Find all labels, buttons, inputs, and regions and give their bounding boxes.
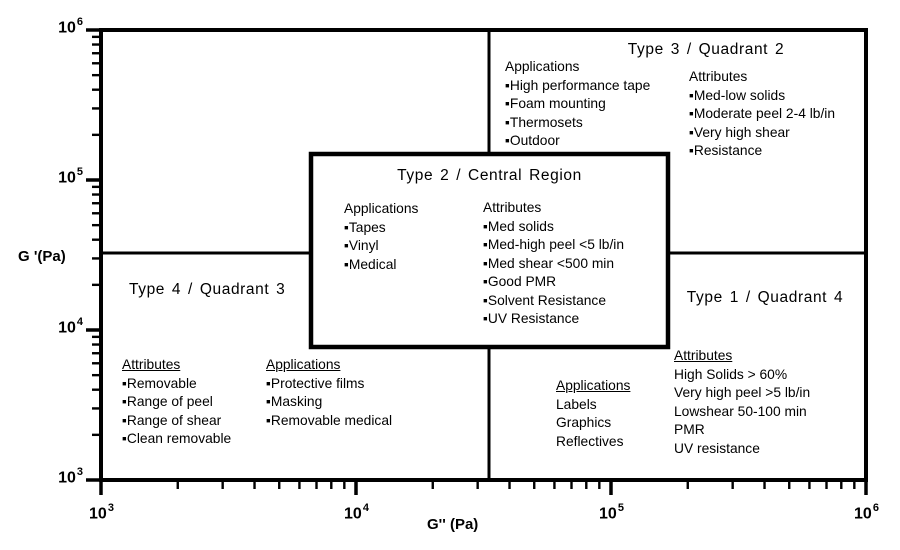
quadrant4-attributes-column	[674, 347, 810, 458]
attributes-heading: Attributes	[689, 69, 748, 84]
list-item: PMR	[674, 422, 705, 437]
applications-heading: Applications	[344, 201, 419, 216]
quadrant3-attributes-column	[122, 356, 231, 449]
y-axis-title: G '(Pa)	[18, 248, 66, 265]
list-item: ▪Med shear <500 min	[483, 255, 615, 271]
x-axis-title: G'' (Pa)	[427, 516, 479, 533]
list-item: ▪Med solids	[483, 218, 554, 234]
list-item: ▪Med-low solids	[689, 87, 786, 103]
list-item: ▪Medical	[344, 256, 397, 272]
list-item: Reflectives	[556, 433, 624, 449]
list-item: ▪Tapes	[344, 219, 386, 235]
x-tick-label-10e3: $10^3$	[89, 502, 114, 523]
quadrant2-applications-column	[505, 58, 650, 151]
central-attributes-list	[483, 218, 624, 329]
list-item: ▪Range of shear	[122, 412, 222, 428]
list-item: ▪Resistance	[689, 143, 763, 158]
quadrant3-applications-column	[266, 356, 392, 430]
x-tick-label-10e4: $10^4$	[344, 502, 369, 523]
list-item: ▪Good PMR	[483, 274, 557, 289]
x-tick-label-10e6: $10^6$	[854, 502, 879, 523]
central-region-title: Type 2 / Central Region	[397, 167, 582, 184]
list-item: ▪Solvent Resistance	[483, 292, 606, 308]
quadrant4-applications-column	[556, 377, 630, 451]
quadrant4-title: Type 1 / Quadrant 4	[686, 289, 844, 306]
list-item: ▪Foam mounting	[505, 96, 606, 111]
applications-heading: Applications	[266, 357, 341, 372]
quadrant3-title: Type 4 / Quadrant 3	[129, 281, 286, 298]
list-item: ▪Very high shear	[689, 124, 790, 140]
list-item: ▪Masking	[266, 394, 323, 409]
central-applications-list	[344, 219, 418, 275]
applications-heading: Applications	[505, 59, 580, 74]
list-item: Lowshear 50-100 min	[674, 403, 807, 419]
list-item: ▪Removable medical	[266, 412, 393, 428]
attributes-heading: Attributes	[483, 200, 542, 215]
quadrant4-applications-list	[556, 396, 630, 452]
list-item: ▪Med-high peel <5 lb/in	[483, 237, 625, 252]
list-item: ▪Moderate peel 2-4 lb/in	[689, 106, 836, 121]
central-attributes-column	[483, 199, 624, 329]
list-item: ▪Thermosets	[505, 114, 583, 130]
quadrant2-applications-list	[505, 77, 650, 151]
quadrant3-attributes-list	[122, 375, 231, 449]
quadrant3-applications-list	[266, 375, 392, 431]
list-item: High Solids > 60%	[674, 366, 788, 382]
list-item: ▪Clean removable	[122, 431, 232, 446]
y-tick-label-10e5: $10^5$	[58, 166, 83, 187]
list-item: Graphics	[556, 415, 612, 430]
x-tick-label-10e5: $10^5$	[599, 502, 624, 523]
applications-heading: Applications	[556, 378, 631, 393]
list-item: ▪Outdoor	[505, 133, 560, 148]
list-item: ▪Range of peel	[122, 394, 213, 409]
y-tick-label-10e3: $10^3$	[58, 466, 83, 487]
list-item: Labels	[556, 396, 597, 412]
attributes-heading: Attributes	[674, 348, 733, 363]
list-item: UV resistance	[674, 440, 760, 456]
quadrant2-attributes-column	[689, 68, 835, 161]
y-tick-label-10e4: $10^4$	[58, 316, 83, 337]
quadrant4-attributes-list	[674, 366, 810, 459]
list-item: ▪UV Resistance	[483, 311, 580, 326]
list-item: ▪Vinyl	[344, 238, 379, 253]
central-applications-column	[344, 200, 418, 274]
quadrant2-attributes-list	[689, 87, 835, 161]
attributes-heading: Attributes	[122, 357, 181, 372]
list-item: ▪Removable	[122, 375, 197, 391]
y-tick-label-10e6: $10^6$	[58, 16, 83, 37]
list-item: Very high peel >5 lb/in	[674, 385, 811, 400]
list-item: ▪Protective films	[266, 375, 365, 391]
quadrant2-title: Type 3 / Quadrant 2	[627, 41, 785, 58]
list-item: ▪High performance tape	[505, 77, 651, 93]
